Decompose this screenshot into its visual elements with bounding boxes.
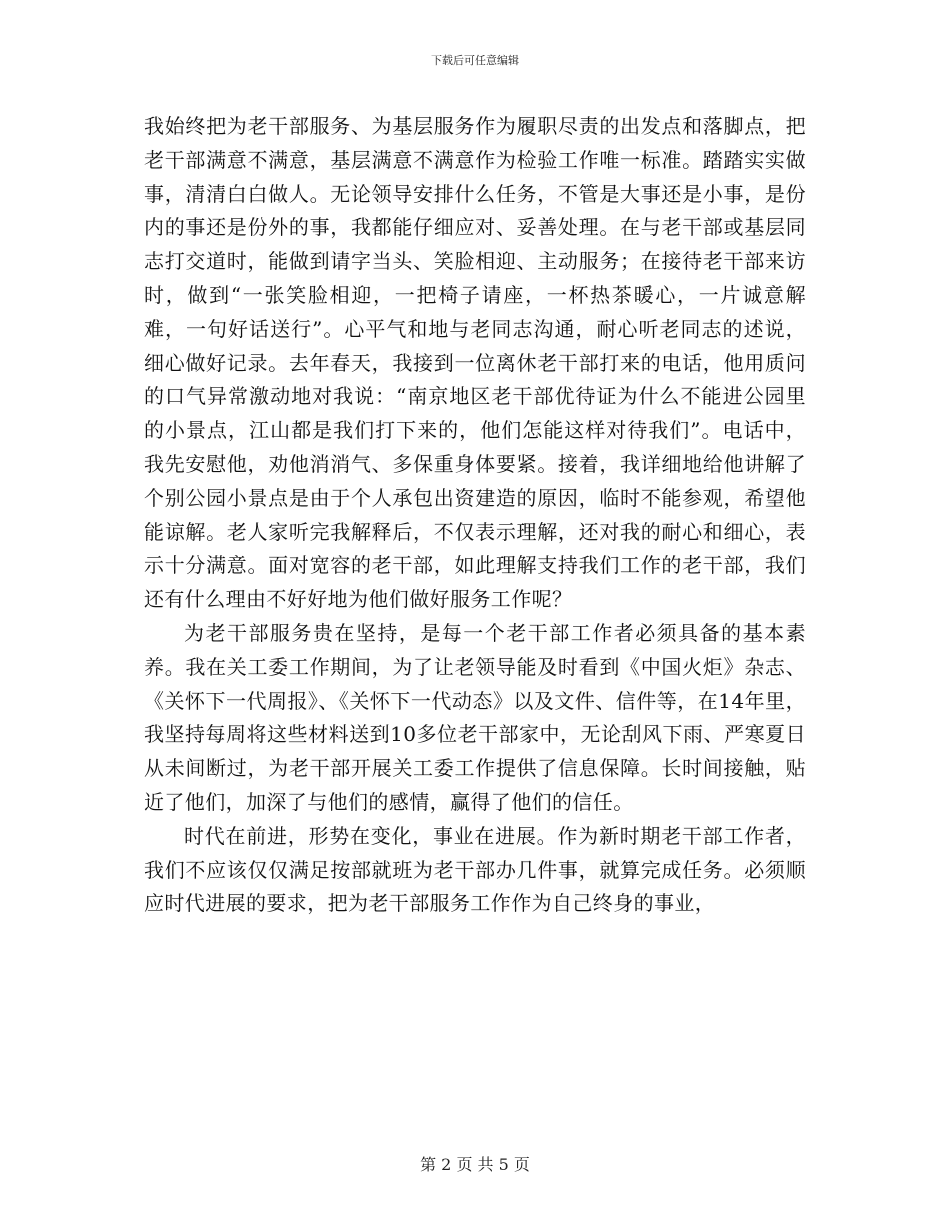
page-header-note: 下载后可任意编辑 [431,54,519,67]
paragraph-2: 为老干部服务贵在坚持，是每一个老干部工作者必须具备的基本素养。我在关工委工作期间，为了让老领导能及时看到《中国火炬》杂志、《关怀下一代周报》、《关怀下一代动态》以及文件、信件等，在14年里，我坚持每周将这些材料送到10多位老干部家中，无论刮风下雨、严寒夏日从未间断过，为老干部开展关工委工作提供了信息保障。长时间接触，贴近了他们，加深了与他们的感情，赢得了他们的信任。 [144,620,806,814]
page-number-footer: 第 2 页 共 5 页 [420,1155,530,1174]
paragraph-1: 我始终把为老干部服务、为基层服务作为履职尽责的出发点和落脚点，把老干部满意不满意，基层满意不满意作为检验工作唯一标准。踏踏实实做事，清清白白做人。无论领导安排什么任务，不管是大事还是小事，是份内的事还是份外的事，我都能仔细应对、妥善处理。在与老干部或基层同志打交道时，能做到请字当头、笑脸相迎、主动服务；在接待老干部来访时，做到“一张笑脸相迎，一把椅子请座，一杯热茶暖心，一片诚意解难，一句好话送行”。心平气和地与老同志沟通，耐心听老同志的述说，细心做好记录。去年春天，我接到一位离休老干部打来的电话，他用质问的口气异常激动地对我说：“南京地区老干部优待证为什么不能进公园里的小景点，江山都是我们打下来的，他们怎能这样对待我们”。电话中，我先安慰他，劝他消消气、多保重身体要紧。接着，我详细地给他讲解了个别公园小景点是由于个人承包出资建造的原因，临时不能参观，希望他能谅解。老人家听完我解释后，不仅表示理解，还对我的耐心和细心，表示十分满意。面对宽容的老干部，如此理解支持我们工作的老干部，我们还有什么理由不好好地为他们做好服务工作呢？ [144,114,806,612]
document-body [144,110,806,921]
paragraph-3: 时代在前进，形势在变化，事业在进展。作为新时期老干部工作者，我们不应该仅仅满足按部就班为老干部办几件事，就算完成任务。必须顺应时代进展的要求，把为老干部服务工作作为自己终身的事业， [144,823,806,916]
